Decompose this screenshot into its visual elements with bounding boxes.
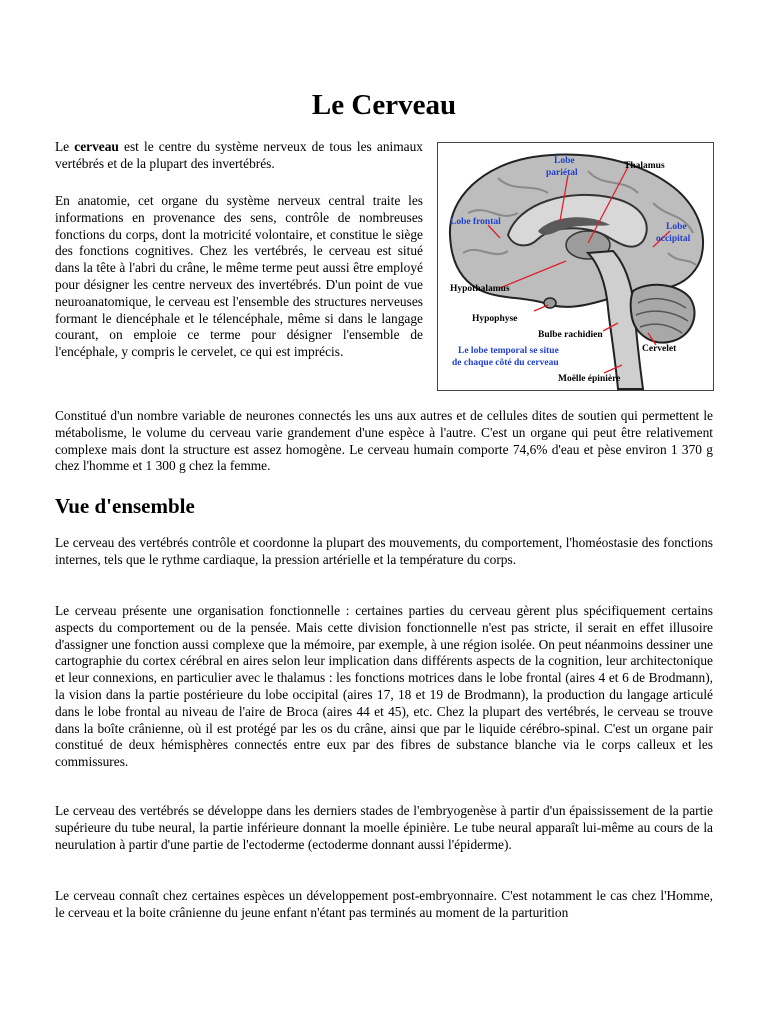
intro-paragraph-1 [55, 139, 423, 173]
label-lobe-frontal: Lobe frontal [450, 217, 501, 227]
section-paragraph-4: Le cerveau connaît chez certaines espèces un développement post-embryonnaire. C'est notamment le cas chez l'Homme, le cerveau et la boite crânienne du jeune enfant n'étant pas terminés au moment de la parturition [55, 888, 713, 920]
section-paragraph-2: Le cerveau présente une organisation fonctionnelle : certaines parties du cerveau gèrent plus spécifiquement certains aspects du comportement ou de la pensée. Mais cette division fonctionnelle n'est pas stricte, il serait en effet illusoire d'assigner une fonction aussi complexe que la mémoire, par exemple, à une région isolée. On peut néanmoins dessiner une cartographie du cortex cérébral en aires selon leur implication dans différents aspects de la cognition, leur architectonique et leur connexions, en particulier avec le thalamus : les fonctions motrices dans le lobe frontal (aires 4 et 6 de Brodmann), la vision dans la partie postérieure du lobe occipital (aires 17, 18 et 19 de Brodmann), la production du langage articulé dans le lobe frontal au niveau de l'aire de Broca (aires 44 et 45), etc. Chez la plupart des vertébrés, le cerveau se trouve dans la boîte crânienne, où il est protégé par les os du crâne, ainsi que par le liquide cérébro-spinal. C'est un organe pair constitué de deux hémisphères connectés entre eux par des fibres de substance blanche via le corps calleux et les commissures. [55, 603, 713, 770]
label-lobe-temporal-1: Le lobe temporal se situe [458, 346, 559, 356]
intro-bold-term: cerveau [74, 139, 119, 154]
label-lobe-parietal-1: Lobe [554, 156, 575, 166]
label-hypothalamus: Hypothalamus [450, 284, 510, 294]
label-lobe-temporal-2: de chaque côté du cerveau [452, 358, 559, 368]
section-paragraph-1: Le cerveau des vertébrés contrôle et coordonne la plupart des mouvements, du comportement, l'homéostasie des fonctions internes, tels que le rythme cardiaque, la pression artérielle et la température du corps. [55, 535, 713, 567]
section-heading: Vue d'ensemble [55, 494, 195, 518]
label-moelle-epiniere: Moëlle épinière [558, 374, 621, 384]
intro-paragraph-2: En anatomie, cet organe du système nerveux central traite les informations en provenance des sens, contrôle de nombreuses fonctions du corps, dont la motricité volontaire, et constitue le siège des fonctions cognitives. Chez les vertébrés, le cerveau est situé dans la tête à l'abri du crâne, le même terme peut aussi être employé pour désigner les centre nerveux des invertébrés. D'un point de vue neuroanatomique, le cerveau est l'ensemble des structures nerveuses formant le diencéphale et le télencéphale, même si dans le langage courant, on emploie ce terme pour désigner l'ensemble de l'encéphale, y compris le cervelet, ce qui est imprécis. [55, 193, 423, 360]
page-title: Le Cerveau [311, 89, 457, 121]
brain-diagram-svg [438, 143, 713, 390]
label-lobe-parietal-2: pariétal [546, 168, 578, 178]
intro-paragraph-3: Constitué d'un nombre variable de neurones connectés les uns aux autres et de cellules dites de soutien qui permettent le métabolisme, le volume du cerveau varie grandement d'une espèce à l'autre. C'est un organe qui peut être relativement complexe mais dont la structure est assez homogène. Le cerveau humain comporte 74,6% d'eau et pèse environ 1 370 g chez l'homme et 1 300 g chez la femme. [55, 408, 713, 474]
label-lobe-occipital-1: Lobe [666, 222, 687, 232]
label-thalamus: Thalamus [624, 161, 665, 171]
brain-diagram [437, 142, 714, 391]
label-hypophyse: Hypophyse [472, 314, 518, 324]
label-lobe-occipital-2: occipital [656, 234, 691, 244]
intro-text-before: Le [55, 139, 75, 154]
label-bulbe-rachidien: Bulbe rachidien [538, 330, 603, 340]
label-cervelet: Cervelet [642, 344, 677, 354]
section-paragraph-3: Le cerveau des vertébrés se développe dans les derniers stades de l'embryogenèse à partir d'un épaississement de la partie supérieure du tube neural, la partie inférieure donnant la moelle épinière. Le tube neural apparaît lui-même au cours de la neurulation à partir d'une partie de l'ectoderme (ectoderme donnant aussi l'épiderme). [55, 803, 713, 852]
intro-text-after: est le centre du système nerveux de tous les animaux vertébrés et de la plupart des invertébrés. [55, 139, 423, 171]
